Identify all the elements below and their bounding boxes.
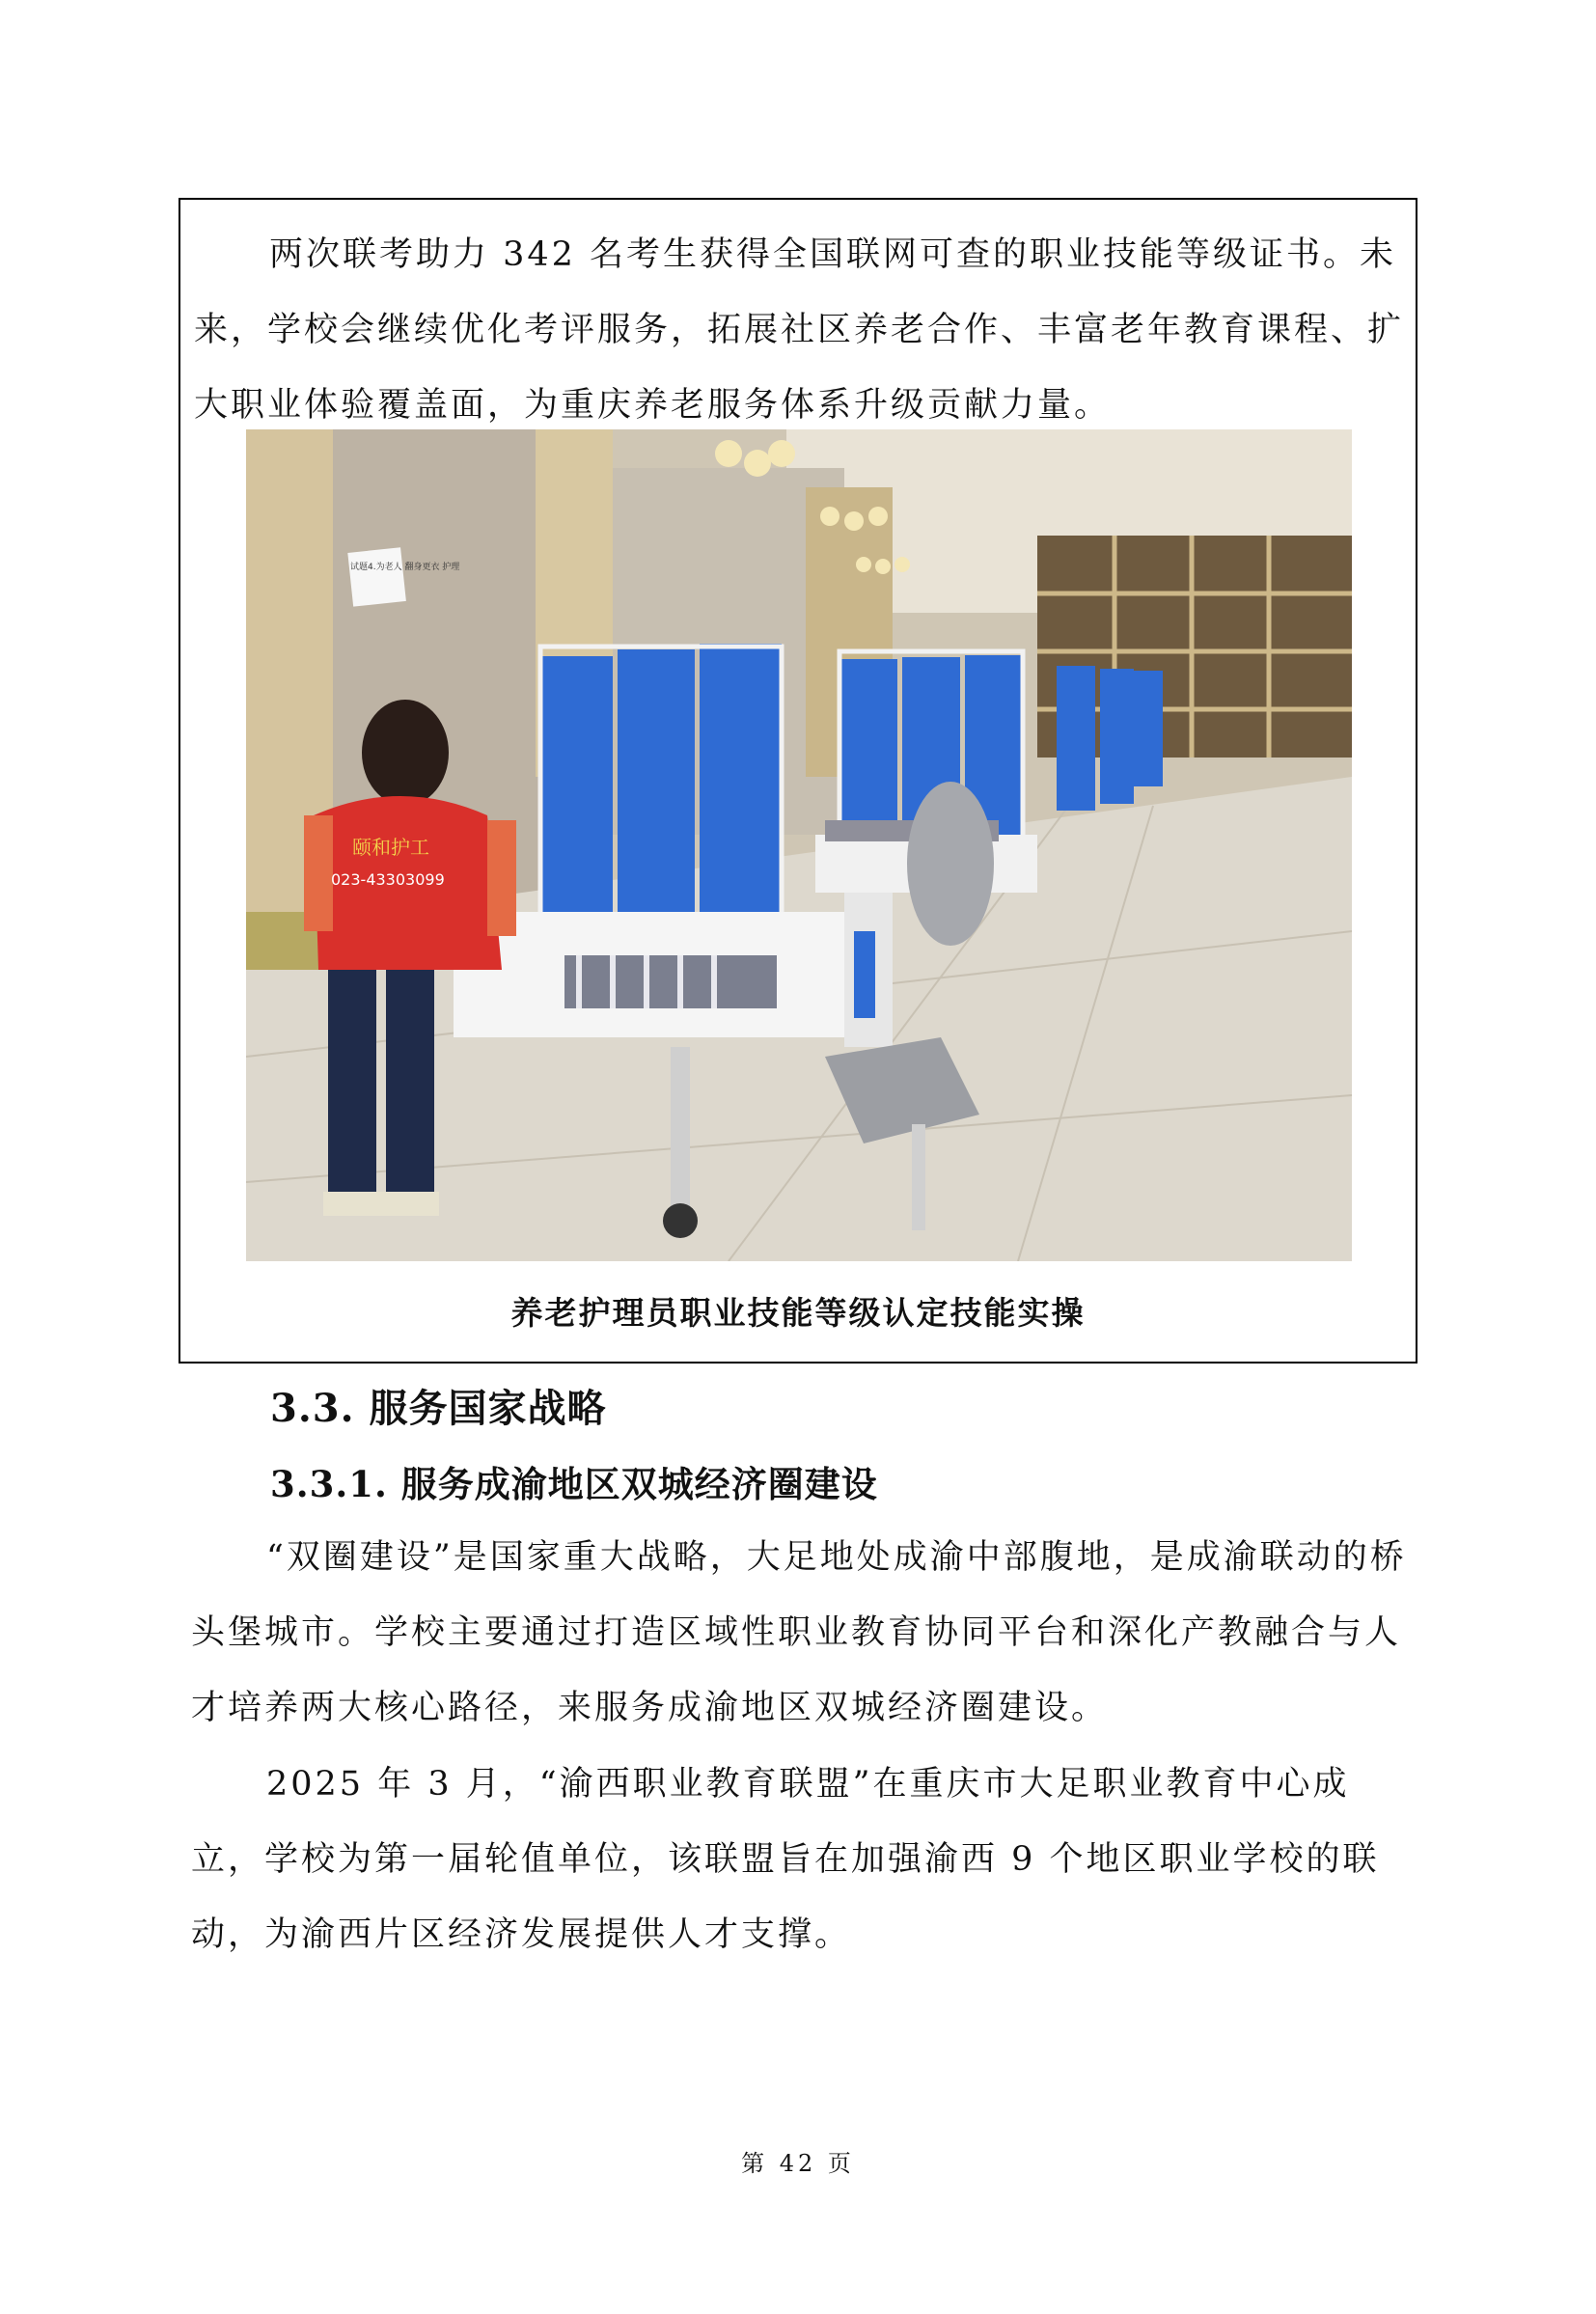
subsection-heading: 3.3.1. 服务成渝地区双城经济圈建设 — [270, 1463, 878, 1505]
vest-phone: 023-43303099 — [331, 870, 445, 889]
page-number: 第 42 页 — [741, 2150, 855, 2177]
framed-figure-box — [179, 198, 1417, 1364]
wall-sign: 试题4.为老人 翻身更衣 护理 — [350, 563, 460, 572]
body-paragraph-2: 2025 年 3 月，“渝西职业教育联盟”在重庆市大足职业教育中心成立，学校为第一届轮值单位，该联盟旨在加强渝西 9 个地区职业学校的联动，为渝西片区经济发展提供人才支撑。 — [191, 1765, 1380, 1954]
photo-elderly-care-practice — [246, 429, 1352, 1261]
figure-caption: 养老护理员职业技能等级认定技能实操 — [510, 1294, 1086, 1332]
body-paragraph-1: “双圈建设”是国家重大战略，大足地处成渝中部腹地，是成渝联动的桥头堡城市。学校主要通过打造区域性职业教育协同平台和深化产教融合与人才培养两大核心路径，来服务成渝地区双城经济圈建设。 — [191, 1538, 1407, 1727]
vest-brand: 颐和护工 — [352, 836, 429, 859]
section-heading: 3.3. 服务国家战略 — [270, 1386, 607, 1431]
box-paragraph: 两次联考助力 342 名考生获得全国联网可查的职业技能等级证书。未来，学校会继续优化考评服务，拓展社区养老合作、丰富老年教育课程、扩大职业体验覆盖面，为重庆养老服务体系升级贡献力量。 — [194, 235, 1405, 425]
